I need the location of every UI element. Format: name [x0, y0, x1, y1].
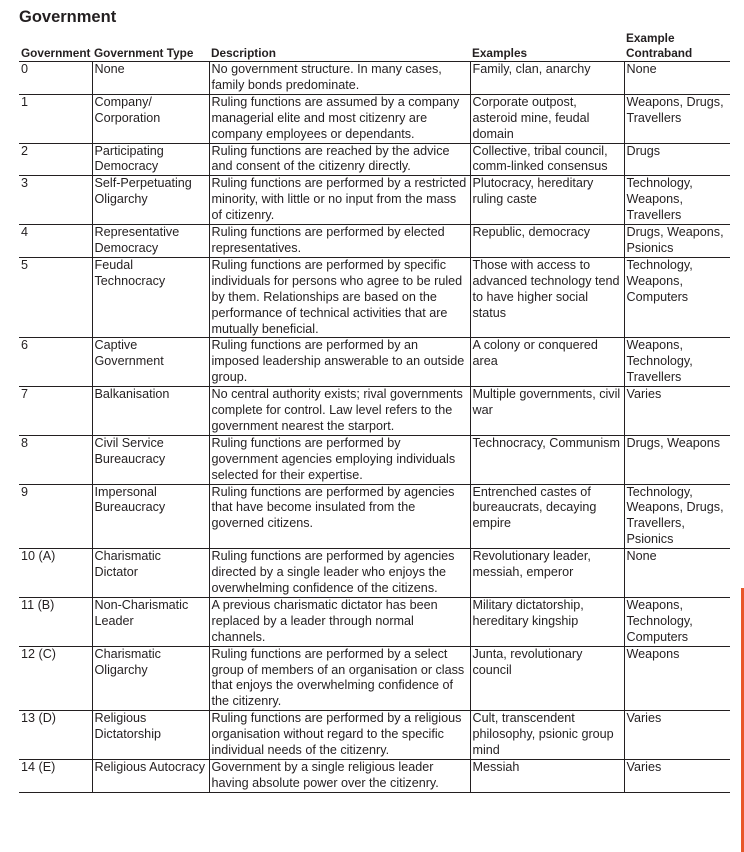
row-government-type: Captive Government: [92, 338, 209, 387]
row-contraband: Technology, Weapons, Drugs, Travellers, Psionics: [624, 484, 730, 549]
row-government-type: Participating Democracy: [92, 143, 209, 176]
row-description: Ruling functions are performed by an imposed leadership answerable to an outside group.: [209, 338, 470, 387]
table-row: [19, 257, 730, 338]
table-row: [19, 549, 730, 598]
row-contraband: Weapons, Technology, Computers: [624, 597, 730, 646]
row-examples: Messiah: [470, 759, 624, 792]
row-examples: Corporate outpost, asteroid mine, feudal domain: [470, 94, 624, 143]
table-row: [19, 62, 730, 95]
row-examples: Multiple governments, civil war: [470, 387, 624, 436]
table-row: [19, 176, 730, 225]
row-contraband: None: [624, 62, 730, 95]
row-description: No government structure. In many cases, family bonds predominate.: [209, 62, 470, 95]
row-contraband: Drugs, Weapons, Psionics: [624, 225, 730, 258]
header-description: Description: [209, 30, 470, 62]
table-row: [19, 759, 730, 792]
row-contraband: Technology, Weapons, Travellers: [624, 176, 730, 225]
table-row: [19, 143, 730, 176]
row-contraband: Weapons: [624, 646, 730, 711]
row-government-code: 0: [19, 62, 92, 95]
row-government-code: 9: [19, 484, 92, 549]
row-examples: Junta, revolutionary council: [470, 646, 624, 711]
row-government-type: Feudal Technocracy: [92, 257, 209, 338]
row-government-type: Balkanisation: [92, 387, 209, 436]
row-contraband: Technology, Weapons, Computers: [624, 257, 730, 338]
table-row: [19, 338, 730, 387]
row-examples: Revolutionary leader, messiah, emperor: [470, 549, 624, 598]
row-description: Ruling functions are reached by the advice and consent of the citizenry directly.: [209, 143, 470, 176]
table-row: [19, 225, 730, 258]
row-contraband: None: [624, 549, 730, 598]
row-government-code: 5: [19, 257, 92, 338]
row-contraband: Varies: [624, 711, 730, 760]
row-description: Ruling functions are performed by a restricted minority, with little or no input from the mass of citizenry.: [209, 176, 470, 225]
row-government-code: 13 (D): [19, 711, 92, 760]
table-row: [19, 387, 730, 436]
row-contraband: Varies: [624, 759, 730, 792]
row-contraband: Drugs, Weapons: [624, 435, 730, 484]
page-title: Government: [19, 8, 117, 26]
row-description: Ruling functions are performed by elected representatives.: [209, 225, 470, 258]
row-contraband: Varies: [624, 387, 730, 436]
row-examples: Collective, tribal council, comm-linked consensus: [470, 143, 624, 176]
row-description: A previous charismatic dictator has been replaced by a leader through normal channels.: [209, 597, 470, 646]
row-government-code: 7: [19, 387, 92, 436]
row-government-code: 14 (E): [19, 759, 92, 792]
row-description: No central authority exists; rival governments complete for control. Law level refers to the government nearest the starport.: [209, 387, 470, 436]
row-government-type: Company/ Corporation: [92, 94, 209, 143]
row-examples: A colony or conquered area: [470, 338, 624, 387]
row-examples: Technocracy, Communism: [470, 435, 624, 484]
header-government: Government: [19, 30, 92, 62]
header-contraband-line1: Example: [626, 31, 675, 45]
row-description: Ruling functions are performed by specific individuals for persons who agree to be ruled by them. Relationships are based on the performance of technical activities that are mutually beneficial.: [209, 257, 470, 338]
row-description: Ruling functions are performed by agencies that have become insulated from the governed citizens.: [209, 484, 470, 549]
row-examples: Plutocracy, hereditary ruling caste: [470, 176, 624, 225]
row-government-type: Charismatic Oligarchy: [92, 646, 209, 711]
row-description: Ruling functions are performed by a select group of members of an organisation or class that enjoys the overwhelming confidence of the citizenry.: [209, 646, 470, 711]
row-examples: Cult, transcendent philosophy, psionic group mind: [470, 711, 624, 760]
row-government-type: None: [92, 62, 209, 95]
table-row: [19, 711, 730, 760]
row-examples: Entrenched castes of bureaucrats, decaying empire: [470, 484, 624, 549]
row-description: Government by a single religious leader having absolute power over the citizenry.: [209, 759, 470, 792]
table-row: [19, 646, 730, 711]
header-government-type: Government Type: [92, 30, 209, 62]
row-government-code: 10 (A): [19, 549, 92, 598]
row-government-code: 4: [19, 225, 92, 258]
row-description: Ruling functions are performed by government agencies employing individuals selected for their expertise.: [209, 435, 470, 484]
row-government-code: 8: [19, 435, 92, 484]
table-row: [19, 435, 730, 484]
row-government-type: Impersonal Bureaucracy: [92, 484, 209, 549]
row-government-code: 2: [19, 143, 92, 176]
row-government-type: Religious Autocracy: [92, 759, 209, 792]
table-row: [19, 597, 730, 646]
row-government-type: Civil Service Bureaucracy: [92, 435, 209, 484]
table-row: [19, 94, 730, 143]
table-row: [19, 484, 730, 549]
row-government-code: 12 (C): [19, 646, 92, 711]
row-government-code: 6: [19, 338, 92, 387]
row-examples: Family, clan, anarchy: [470, 62, 624, 95]
row-government-type: Charismatic Dictator: [92, 549, 209, 598]
row-government-type: Self-Perpetuating Oligarchy: [92, 176, 209, 225]
row-contraband: Drugs: [624, 143, 730, 176]
row-contraband: Weapons, Drugs, Travellers: [624, 94, 730, 143]
government-table: [19, 30, 730, 793]
row-description: Ruling functions are assumed by a company managerial elite and most citizenry are company employees or dependants.: [209, 94, 470, 143]
header-contraband-line2: Contraband: [626, 46, 693, 60]
row-examples: Republic, democracy: [470, 225, 624, 258]
header-example-contraband: [624, 30, 730, 62]
row-government-code: 3: [19, 176, 92, 225]
row-examples: Military dictatorship, hereditary kingship: [470, 597, 624, 646]
row-government-code: 11 (B): [19, 597, 92, 646]
header-examples: Examples: [470, 30, 624, 62]
row-description: Ruling functions are performed by a religious organisation without regard to the specific individual needs of the citizenry.: [209, 711, 470, 760]
row-examples: Those with access to advanced technology tend to have higher social status: [470, 257, 624, 338]
table-header-row: [19, 30, 730, 62]
row-government-type: Non-Charismatic Leader: [92, 597, 209, 646]
row-government-type: Representative Democracy: [92, 225, 209, 258]
row-description: Ruling functions are performed by agencies directed by a single leader who enjoys the overwhelming confidence of the citizens.: [209, 549, 470, 598]
row-government-type: Religious Dictatorship: [92, 711, 209, 760]
row-contraband: Weapons, Technology, Travellers: [624, 338, 730, 387]
row-government-code: 1: [19, 94, 92, 143]
